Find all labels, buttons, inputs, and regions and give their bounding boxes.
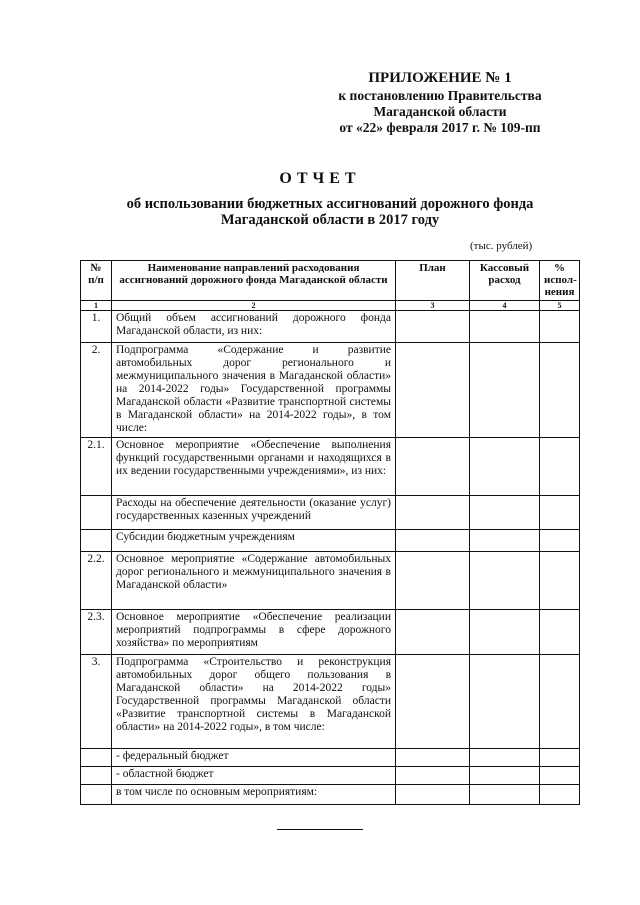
row-cash xyxy=(470,530,540,552)
row-num xyxy=(81,749,112,767)
row-plan xyxy=(396,496,470,530)
units-label: (тыс. рублей) xyxy=(470,240,533,252)
report-subtitle-line-2: Магаданской области в 2017 году xyxy=(220,212,440,228)
row-cash xyxy=(470,496,540,530)
row-cash xyxy=(470,552,540,610)
row-text: в том числе по основным мероприятиям: xyxy=(112,785,396,805)
row-text: Подпрограмма «Содержание и развитие автомобильных дорог регионального и межмуниципального значения в Магаданской области» на 2014-2022 годы» Государственной программы Магаданской области «Развитие транспортной системы в Магаданской области» на 2014-2022 годы», в том числе: xyxy=(112,343,396,438)
row-plan xyxy=(396,767,470,785)
row-percent xyxy=(540,785,580,805)
row-cash xyxy=(470,655,540,749)
row-cash xyxy=(470,785,540,805)
row-cash xyxy=(470,767,540,785)
table-row xyxy=(81,655,580,749)
table-row xyxy=(81,530,580,552)
row-text: Расходы на обеспечение деятельности (оказание услуг) государственных казенных учреждений xyxy=(112,496,396,530)
row-num: 2.3. xyxy=(81,610,112,655)
table-row xyxy=(81,767,580,785)
header-cash: Кассовый расход xyxy=(470,261,540,301)
appendix-line-3: от «22» февраля 2017 г. № 109-пп xyxy=(339,120,541,135)
row-percent xyxy=(540,343,580,438)
row-text: - федеральный бюджет xyxy=(112,749,396,767)
row-cash xyxy=(470,438,540,496)
row-text: Основное мероприятие «Обеспечение выполнения функций государственными органами и находящихся в их ведении государственными учреждениями», из них: xyxy=(112,438,396,496)
row-num xyxy=(81,785,112,805)
row-plan xyxy=(396,343,470,438)
row-percent xyxy=(540,610,580,655)
table-row xyxy=(81,496,580,530)
row-cash xyxy=(470,610,540,655)
table-row xyxy=(81,610,580,655)
row-percent xyxy=(540,530,580,552)
col-index-4: 4 xyxy=(470,301,540,311)
table-row xyxy=(81,438,580,496)
row-text: Основное мероприятие «Содержание автомобильных дорог регионального и межмуниципального значения в Магаданской области» xyxy=(112,552,396,610)
row-percent xyxy=(540,749,580,767)
header-percent: % испол-нения xyxy=(540,261,580,301)
row-num: 2.1. xyxy=(81,438,112,496)
report-subtitle xyxy=(60,196,600,228)
row-cash xyxy=(470,749,540,767)
row-num xyxy=(81,496,112,530)
footer-divider xyxy=(277,829,363,830)
row-cash xyxy=(470,343,540,438)
row-plan xyxy=(396,311,470,343)
row-num: 2. xyxy=(81,343,112,438)
col-index-5: 5 xyxy=(540,301,580,311)
row-plan xyxy=(396,530,470,552)
row-percent xyxy=(540,552,580,610)
col-index-1: 1 xyxy=(81,301,112,311)
report-title: ОТЧЕТ xyxy=(279,170,361,187)
row-num: 3. xyxy=(81,655,112,749)
row-percent xyxy=(540,438,580,496)
row-plan xyxy=(396,749,470,767)
row-text: Субсидии бюджетным учреждениям xyxy=(112,530,396,552)
row-plan xyxy=(396,610,470,655)
row-percent xyxy=(540,655,580,749)
row-plan xyxy=(396,655,470,749)
table-header-row xyxy=(81,261,580,301)
column-index-row xyxy=(81,301,580,311)
col-index-3: 3 xyxy=(396,301,470,311)
appendix-title: ПРИЛОЖЕНИЕ № 1 xyxy=(368,70,512,86)
report-table xyxy=(80,260,580,805)
header-name: Наименование направлений расходования ассигнований дорожного фонда Магаданской области xyxy=(112,261,396,301)
row-plan xyxy=(396,552,470,610)
row-plan xyxy=(396,785,470,805)
table-row xyxy=(81,552,580,610)
header-plan: План xyxy=(396,261,470,301)
appendix-line-2: Магаданской области xyxy=(373,104,507,119)
table-row xyxy=(81,343,580,438)
header-num: № п/п xyxy=(81,261,112,301)
table-row xyxy=(81,749,580,767)
table-row xyxy=(81,311,580,343)
row-cash xyxy=(470,311,540,343)
row-percent xyxy=(540,767,580,785)
row-text: - областной бюджет xyxy=(112,767,396,785)
row-num xyxy=(81,767,112,785)
appendix-block xyxy=(300,70,580,136)
col-index-2: 2 xyxy=(112,301,396,311)
row-text: Общий объем ассигнований дорожного фонда Магаданской области, из них: xyxy=(112,311,396,343)
row-text: Основное мероприятие «Обеспечение реализации мероприятий подпрограммы в сфере дорожного хозяйства» по мероприятиям xyxy=(112,610,396,655)
row-num: 2.2. xyxy=(81,552,112,610)
row-num xyxy=(81,530,112,552)
report-subtitle-line-1: об использовании бюджетных ассигнований дорожного фонда xyxy=(126,196,534,212)
row-percent xyxy=(540,496,580,530)
appendix-line-1: к постановлению Правительства xyxy=(338,88,542,103)
row-percent xyxy=(540,311,580,343)
table-row xyxy=(81,785,580,805)
row-num: 1. xyxy=(81,311,112,343)
row-plan xyxy=(396,438,470,496)
row-text: Подпрограмма «Строительство и реконструкция автомобильных дорог общего пользования в Магаданской области» на 2014-2022 годы» Государственной программы Магаданской области «Развитие транспортной системы в Магаданской области» на 2014-2022 годы», в том числе: xyxy=(112,655,396,749)
